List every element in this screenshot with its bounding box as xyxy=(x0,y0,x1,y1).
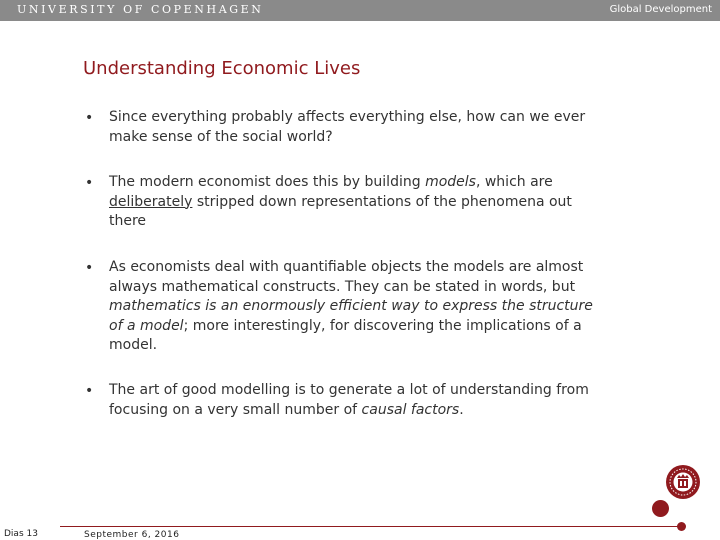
bullet-item-2: The modern economist does this by building models, which are deliberately stripped down representations of the phenomena out there xyxy=(109,174,572,229)
header-bar xyxy=(0,0,720,21)
slide-date: September 6, 2016 xyxy=(84,530,180,540)
decorative-dot xyxy=(677,522,686,531)
bullet-marker: • xyxy=(85,110,94,126)
course-name: Global Development xyxy=(609,4,712,15)
slide-number: Dias 13 xyxy=(4,529,38,539)
decorative-dot xyxy=(652,500,669,517)
bullet-marker: • xyxy=(85,175,94,191)
bullet-marker: • xyxy=(85,260,94,276)
bullet-item-1: Since everything probably affects everything else, how can we ever make sense of the social world? xyxy=(109,109,586,145)
footer-rule xyxy=(60,526,680,527)
bullet-item-3: As economists deal with quantifiable objects the models are almost always mathematical constructs. They can be stated in words, but mathematics is an enormously efficient way to express the structure of a model; more interestingly, for discovering the implications of a model. xyxy=(109,259,593,353)
university-name: UNIVERSITY OF COPENHAGEN xyxy=(17,3,264,16)
bullet-item-4: The art of good modelling is to generate a lot of understanding from focusing on a very small number of causal factors. xyxy=(109,382,589,418)
slide-title: Understanding Economic Lives xyxy=(83,58,361,79)
university-seal-icon xyxy=(665,464,701,500)
bullet-marker: • xyxy=(85,383,94,399)
